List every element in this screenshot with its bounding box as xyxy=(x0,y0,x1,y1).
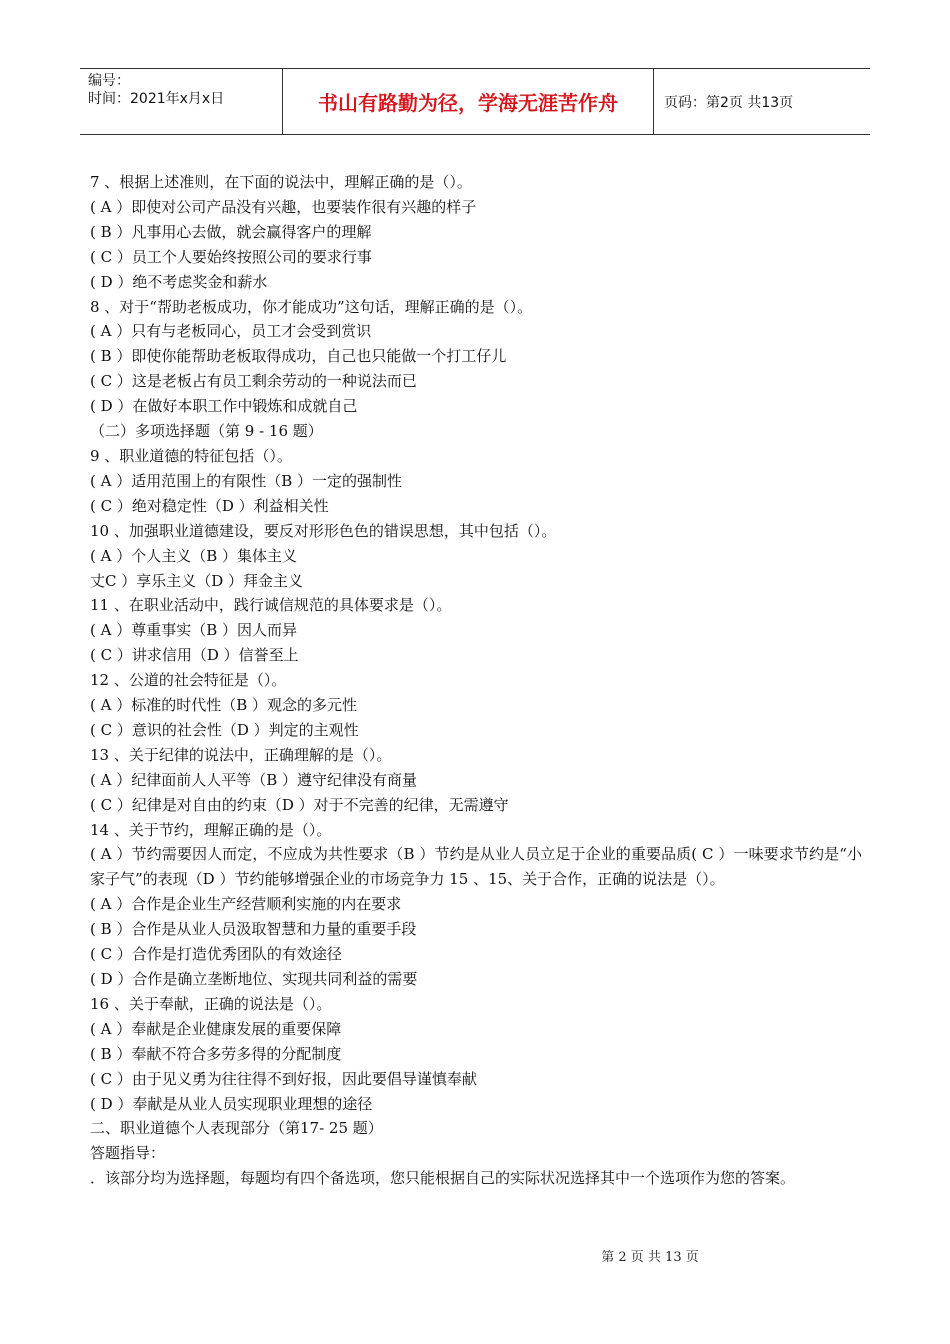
text-line: ( D ）绝不考虑奖金和薪水 xyxy=(90,272,268,291)
section-heading: （二）多项选择题（第 9 - 16 题） xyxy=(90,422,323,441)
text-line: ( B ）即使你能帮助老板取得成功，自己也只能做一个打工仔儿 xyxy=(90,347,507,366)
header-meta xyxy=(80,69,282,134)
text-line: ( D ）奉献是从业人员实现职业理想的途径 xyxy=(90,1094,373,1113)
text-line: ( C ）意识的社会性（D ）判定的主观性 xyxy=(90,720,359,739)
text-line: 13 、关于纪律的说法中，正确理解的是（）。 xyxy=(90,745,392,764)
document-header xyxy=(80,68,870,135)
text-line: 答题指导： xyxy=(90,1144,166,1163)
text-line: ( C ）这是老板占有员工剩余劳动的一种说法而已 xyxy=(90,372,417,391)
text-line: 14 、关于节约，理解正确的是（）。 xyxy=(90,820,332,839)
text-line: ( B ）奉献不符合多劳多得的分配制度 xyxy=(90,1044,342,1063)
text-line: ( A ）只有与老板同心，员工才会受到赏识 xyxy=(90,322,372,341)
text-line: ( A ）纪律面前人人平等（B ）遵守纪律没有商量 xyxy=(90,770,418,789)
text-line: ( D ）合作是确立垄断地位、实现共同利益的需要 xyxy=(90,970,418,988)
text-line: ( C ）由于见义勇为往往得不到好报，因此要倡导谨慎奉献 xyxy=(90,1069,477,1088)
text-line: 8 、对于“帮助老板成功，你才能成功”这句话，理解正确的是（）。 xyxy=(90,297,533,316)
text-line: 7 、根据上述准则，在下面的说法中，理解正确的是（）。 xyxy=(90,173,472,191)
text-line: 9 、职业道德的特征包括（）。 xyxy=(90,446,292,465)
header-motto: 书山有路勤为径，学海无涯苦作舟 xyxy=(282,69,654,134)
header-number-label: 编号： xyxy=(88,73,130,89)
text-line: ( D ）在做好本职工作中锻炼和成就自己 xyxy=(90,397,358,416)
text-line: ( A ）个人主义（B ）集体主义 xyxy=(90,546,298,565)
text-line: 丈C ）享乐主义（D ）拜金主义 xyxy=(90,571,304,590)
text-line: ( A ）合作是企业生产经营顺利实施的内在要求 xyxy=(90,895,402,914)
text-line: 12 、公道的社会特征是（）。 xyxy=(90,671,287,690)
text-line: 16 、关于奉献，正确的说法是（）。 xyxy=(90,994,332,1013)
header-date-label: 时间：2021年x月x日 xyxy=(88,91,225,107)
text-line: ( A ）标准的时代性（B ）观念的多元性 xyxy=(90,696,358,715)
paragraph-q14-options: ( A ）节约需要因人而定，不应成为共性要求（B ）节约是从业人员立足于企业的重要品质( C ）一味要求节约是“小家子气”的表现（D ）节约能够增强企业的市场竞争力 15 、15、关于合作，正确的说法是（）。 xyxy=(90,845,862,889)
text-line: 11 、在职业活动中，践行诚信规范的具体要求是（）。 xyxy=(90,596,452,615)
text-line: ( A ）适用范围上的有限性（B ）一定的强制性 xyxy=(90,471,403,490)
text-line: ( C ）纪律是对自由的约束（D ）对于不完善的纪律，无需遵守 xyxy=(90,795,509,814)
document-body xyxy=(90,170,862,1191)
text-line: ( C ）讲求信用（D ）信誉至上 xyxy=(90,646,299,665)
text-line: 10 、加强职业道德建设，要反对形形色色的错误思想，其中包括（）。 xyxy=(90,521,557,540)
text-line: ( A ）即使对公司产品没有兴趣，也要装作很有兴趣的样子 xyxy=(90,197,477,216)
text-line: ( B ）合作是从业人员汲取智慧和力量的重要手段 xyxy=(90,920,417,939)
text-line: ( B ）凡事用心去做，就会赢得客户的理解 xyxy=(90,222,372,241)
page-footer: 第 2 页 共 13 页 xyxy=(601,1250,699,1265)
text-line: ( C ）员工个人要始终按照公司的要求行事 xyxy=(90,247,372,266)
text-line: ( A ）奉献是企业健康发展的重要保障 xyxy=(90,1019,342,1038)
text-line: ( C ）绝对稳定性（D ）利益相关性 xyxy=(90,496,329,515)
text-line: ( A ）尊重事实（B ）因人而异 xyxy=(90,621,298,640)
text-line: ( C ）合作是打造优秀团队的有效途径 xyxy=(90,945,342,964)
paragraph-instructions: ．该部分均为选择题，每题均有四个备选项，您只能根据自己的实际状况选择其中一个选项作为您的答案。 xyxy=(90,1169,796,1188)
section-heading: 二、职业道德个人表现部分（第17- 25 题） xyxy=(90,1119,383,1138)
header-page-info: 页码：第2页 共13页 xyxy=(664,94,794,111)
